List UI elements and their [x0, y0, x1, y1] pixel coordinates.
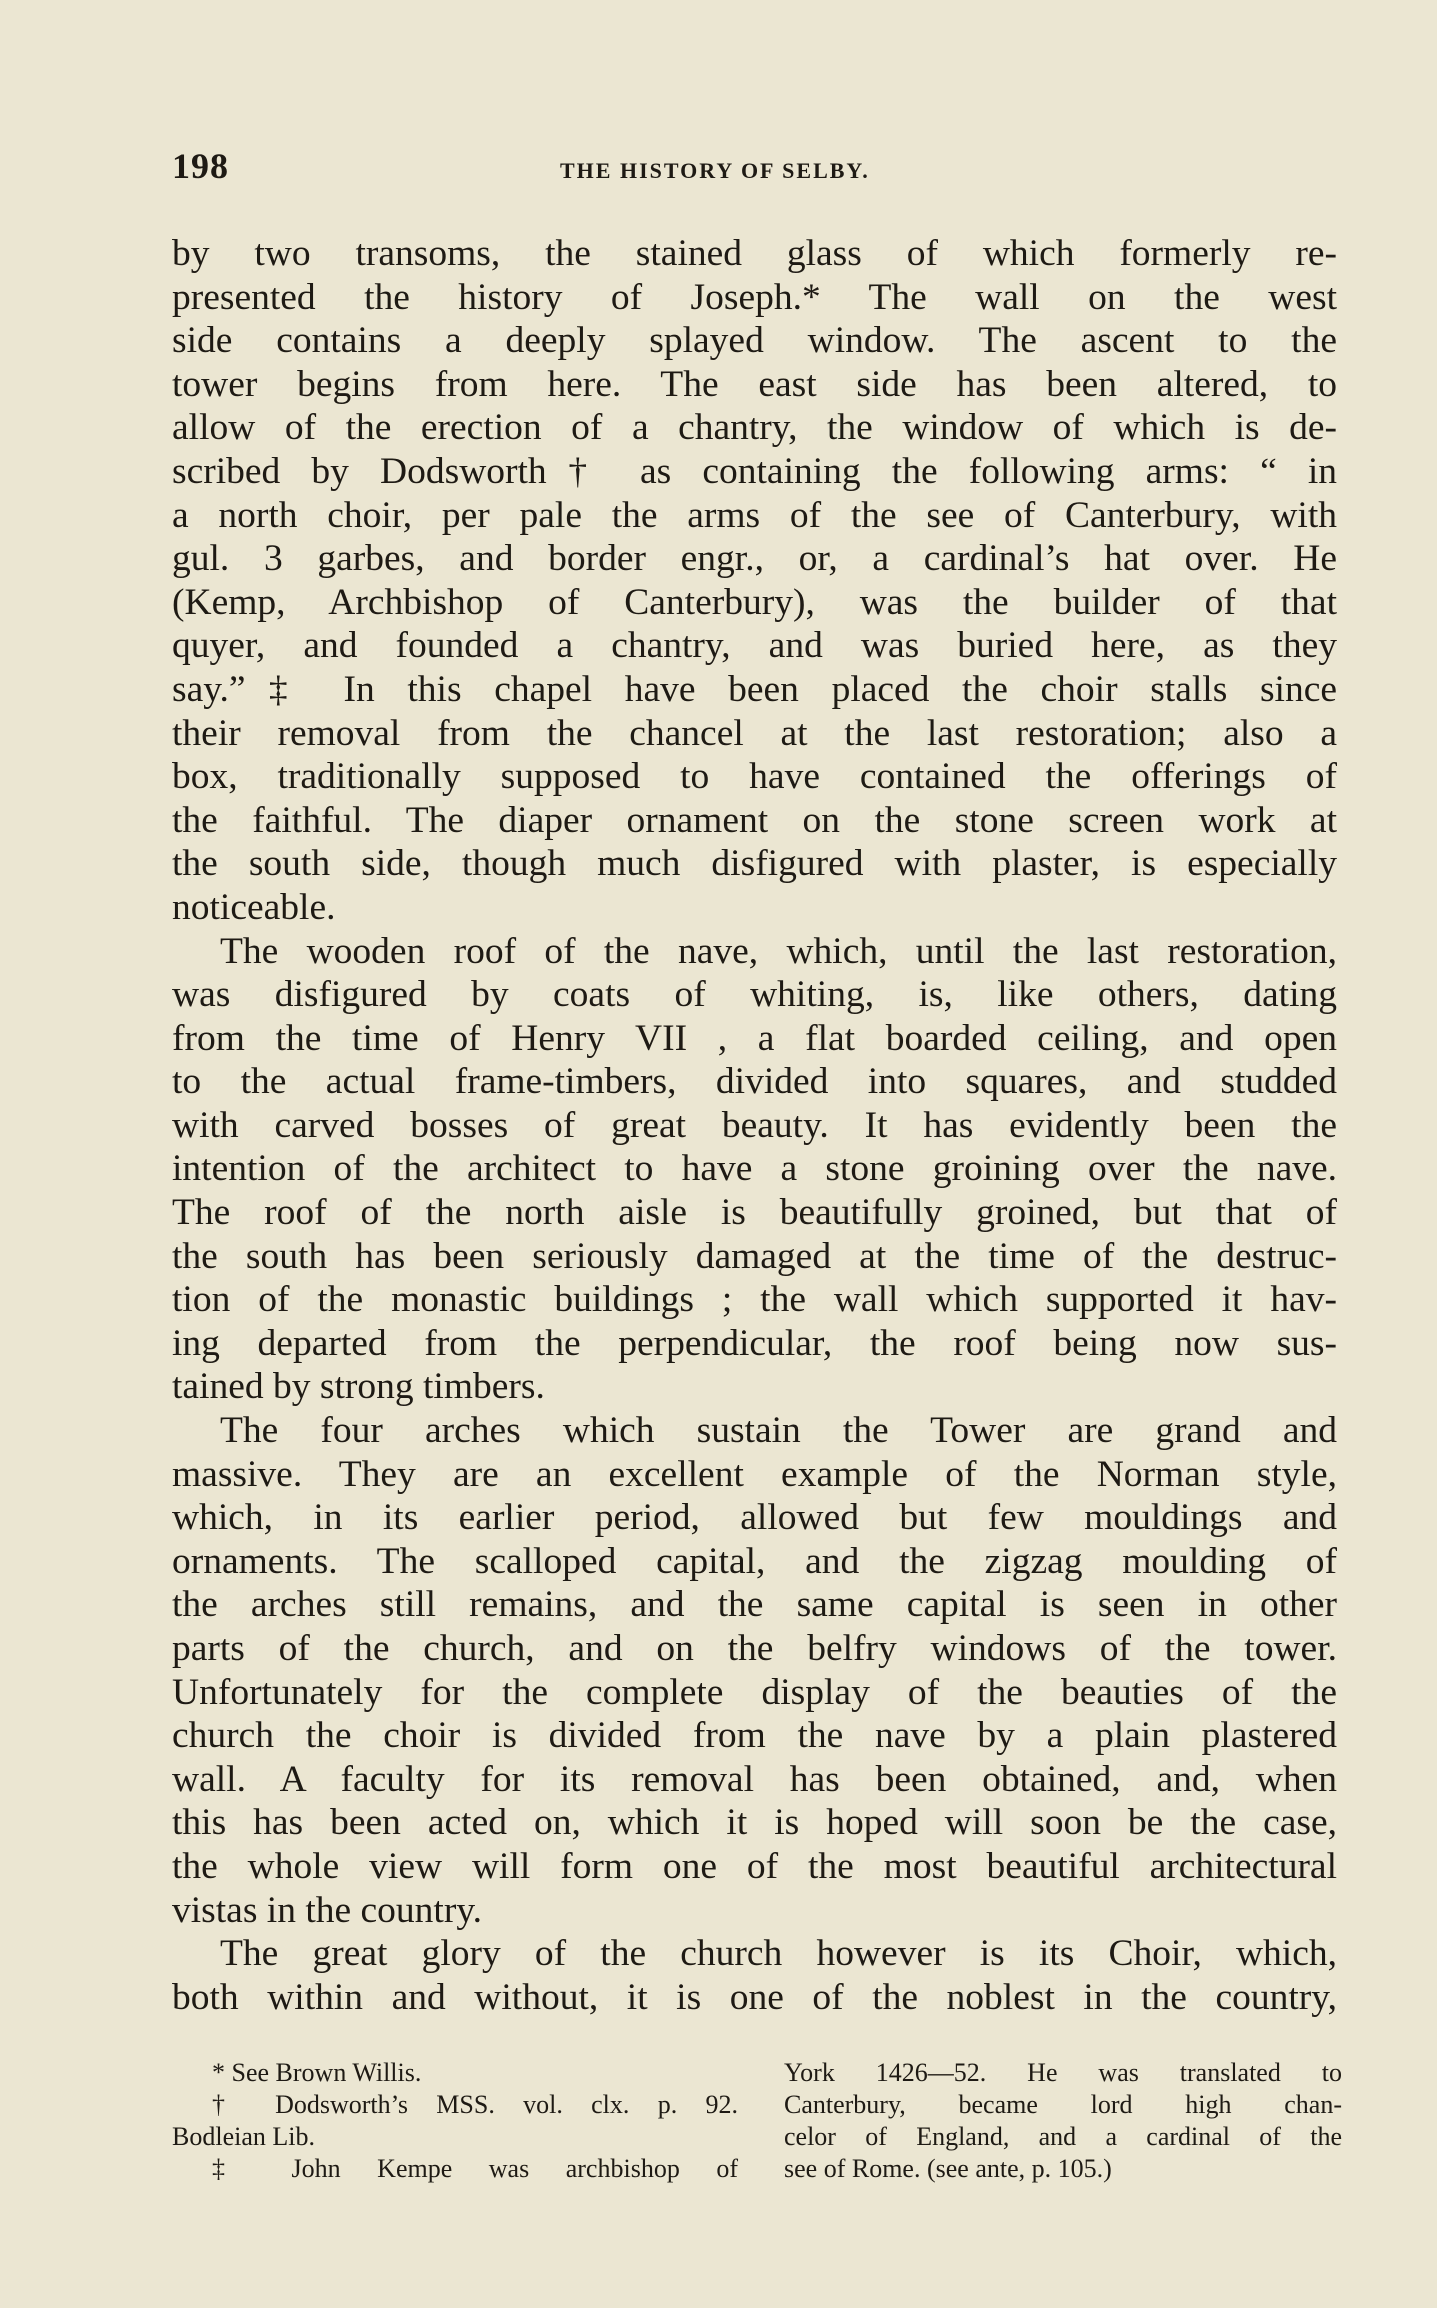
footnote-line: ‡ John Kempe was archbishop of [212, 2154, 738, 2183]
text-line: quyer, and founded a chantry, and was buried here, as they [172, 625, 1337, 667]
footnote-line: * See Brown Willis. [212, 2058, 422, 2087]
text-line: allow of the erection of a chantry, the window of which is de- [172, 407, 1337, 449]
text-line: parts of the church, and on the belfry windows of the tower. [172, 1628, 1337, 1669]
text-line: the arches still remains, and the same capital is seen in other [172, 1584, 1337, 1626]
text-line: the whole view will form one of the most beautiful architectural [172, 1845, 1337, 1887]
text-line: from the time of Henry VII , a flat boarded ceiling, and open [172, 1017, 1337, 1059]
text-line: side contains a deeply splayed window. The ascent to the [172, 320, 1337, 362]
footnote-line: Canterbury, became lord high chan- [784, 2090, 1342, 2119]
text-line: was disfigured by coats of whiting, is, like others, dating [172, 974, 1337, 1016]
body-text [172, 232, 1337, 2019]
text-line: by two transoms, the stained glass of which formerly re- [172, 233, 1337, 274]
text-line: presented the history of Joseph.* The wall on the west [172, 276, 1337, 318]
text-line: both within and without, it is one of the noblest in the country, [172, 1976, 1337, 2018]
text-line: tion of the monastic buildings ; the wall which supported it hav- [172, 1279, 1337, 1321]
text-line: gul. 3 garbes, and border engr., or, a cardinal’s hat over. He [172, 538, 1337, 580]
text-line: ornaments. The scalloped capital, and the zigzag moulding of [172, 1540, 1337, 1582]
text-line: massive. They are an excellent example of the Norman style, [172, 1453, 1337, 1495]
text-line: box, traditionally supposed to have contained the offerings of [172, 756, 1337, 798]
text-line: scribed by Dodsworth† as containing the following arms: “ in [172, 450, 1337, 492]
text-line: tower begins from here. The east side has been altered, to [172, 363, 1337, 405]
footnote-line: see of Rome. (see ante, p. 105.) [784, 2154, 1112, 2183]
text-line: tained by strong timbers. [172, 1366, 545, 1408]
footnotes-left-column [172, 2057, 738, 2185]
footnotes [172, 2057, 1342, 2187]
text-line: The wooden roof of the nave, which, until the last restoration, [220, 930, 1337, 972]
text-line: with carved bosses of great beauty. It has evidently been the [172, 1104, 1337, 1146]
text-line: The roof of the north aisle is beautifully groined, but that of [172, 1192, 1337, 1234]
text-line: church the choir is divided from the nave by a plain plastered [172, 1715, 1337, 1757]
text-line: (Kemp, Archbishop of Canterbury), was the builder of that [172, 581, 1337, 623]
text-line: which, in its earlier period, allowed but few mouldings and [172, 1497, 1337, 1539]
text-line: intention of the architect to have a stone groining over the nave. [172, 1148, 1337, 1190]
text-line: a north choir, per pale the arms of the see of Canterbury, with [172, 494, 1337, 536]
text-line: say.”‡ In this chapel have been placed the choir stalls since [172, 668, 1337, 710]
text-line: the south has been seriously damaged at the time of the destruc- [172, 1235, 1337, 1277]
footnotes-right-column [784, 2057, 1342, 2185]
footnote-line: York 1426—52. He was translated to [784, 2058, 1342, 2087]
text-line: this has been acted on, which it is hoped will soon be the case, [172, 1802, 1337, 1844]
text-line: to the actual frame-timbers, divided into squares, and studded [172, 1061, 1337, 1103]
footnote-line: Bodleian Lib. [172, 2122, 315, 2151]
text-line: Unfortunately for the complete display of the beauties of the [172, 1671, 1337, 1713]
page-header [172, 145, 1342, 195]
text-line: the faithful. The diaper ornament on the stone screen work at [172, 799, 1337, 841]
text-line: The four arches which sustain the Tower are grand and [220, 1410, 1337, 1452]
text-line: ing departed from the perpendicular, the roof being now sus- [172, 1322, 1337, 1364]
running-head: THE HISTORY OF SELBY. [560, 158, 870, 183]
text-line: The great glory of the church however is its Choir, which, [220, 1933, 1337, 1975]
text-line: vistas in the country. [172, 1889, 483, 1931]
text-line: the south side, though much disfigured with plaster, is especially [172, 843, 1337, 885]
footnote-line: celor of England, and a cardinal of the [784, 2122, 1342, 2151]
footnote-line: † Dodsworth’s MSS. vol. clx. p. 92. [212, 2090, 738, 2119]
text-line: their removal from the chancel at the last restoration; also a [172, 712, 1337, 754]
text-line: wall. A faculty for its removal has been obtained, and, when [172, 1758, 1337, 1800]
page-number: 198 [172, 146, 229, 186]
text-line: noticeable. [172, 886, 336, 928]
